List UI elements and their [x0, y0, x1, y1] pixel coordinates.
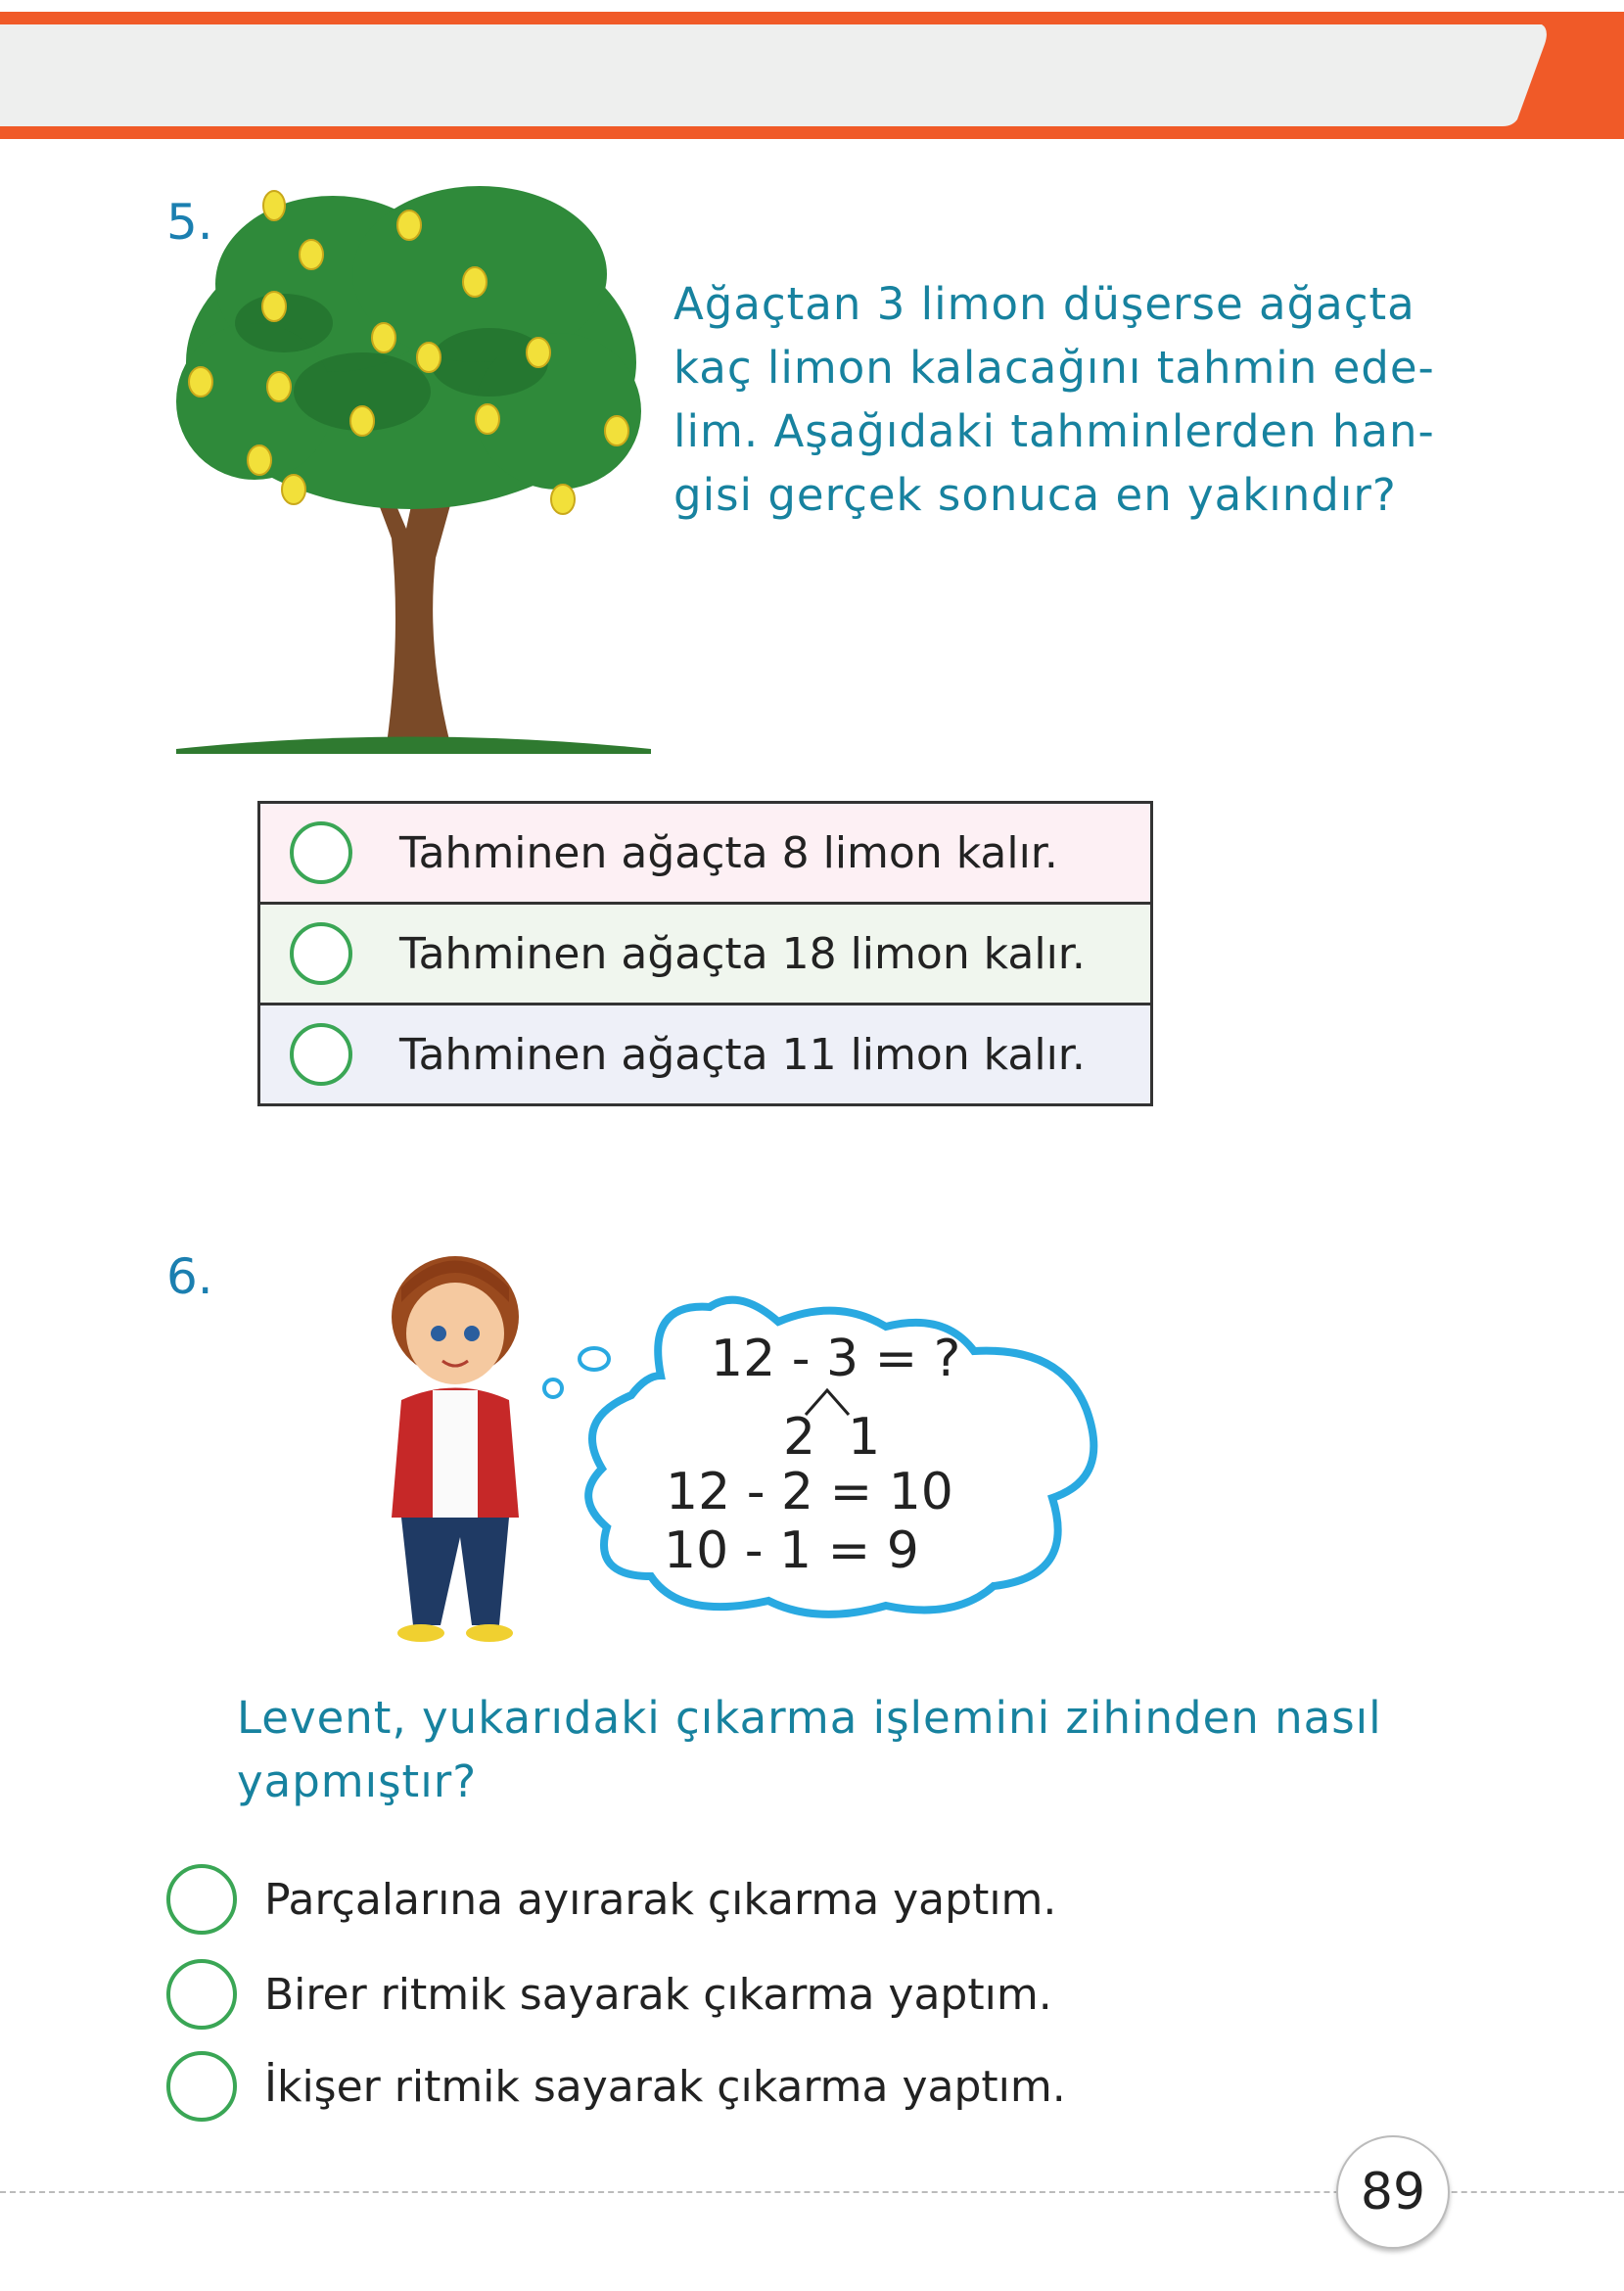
question-6-number: 6.: [166, 1248, 213, 1305]
option-label: İkişer ritmik sayarak çıkarma yaptım.: [264, 2061, 1066, 2112]
question-line: kaç limon kalacağını tahmin ede-: [673, 342, 1435, 394]
lemon-tree-illustration: [166, 166, 656, 764]
question-5-number: 5.: [166, 194, 213, 251]
boy-illustration: [362, 1243, 529, 1645]
thought-equation-1: 12 - 3 = ?: [711, 1330, 961, 1388]
thought-split-numbers: 2 1: [783, 1408, 881, 1467]
thought-equation-2: 12 - 2 = 10: [666, 1463, 953, 1521]
header-banner: [0, 0, 1624, 147]
option-item[interactable]: [166, 1864, 1056, 1935]
option-label: Tahminen ağaçta 18 limon kalır.: [399, 928, 1086, 979]
question-line: gisi gerçek sonuca en yakındır?: [673, 469, 1397, 521]
option-label: Parçalarına ayırarak çıkarma yaptım.: [264, 1874, 1057, 1925]
option-row[interactable]: [260, 905, 1150, 1005]
option-row[interactable]: [260, 804, 1150, 905]
radio-circle[interactable]: [166, 1864, 237, 1935]
radio-circle[interactable]: [290, 1023, 352, 1086]
option-label: Tahminen ağaçta 11 limon kalır.: [399, 1029, 1086, 1080]
option-item[interactable]: [166, 1959, 1052, 2030]
radio-circle[interactable]: [290, 821, 352, 884]
radio-circle[interactable]: [290, 922, 352, 985]
question-5-text: [673, 272, 1435, 527]
question-line: Ağaçtan 3 limon düşerse ağaçta: [673, 278, 1415, 330]
option-label: Tahminen ağaçta 8 limon kalır.: [399, 827, 1058, 878]
radio-circle[interactable]: [166, 2051, 237, 2122]
option-row[interactable]: [260, 1005, 1150, 1103]
estimate-options-table: [257, 801, 1153, 1106]
option-item[interactable]: [166, 2051, 1066, 2122]
question-line: yapmıştır?: [237, 1755, 478, 1807]
thought-equation-3: 10 - 1 = 9: [664, 1521, 919, 1580]
option-label: Birer ritmik sayarak çıkarma yaptım.: [264, 1969, 1052, 2020]
radio-circle[interactable]: [166, 1959, 237, 2030]
question-line: Levent, yukarıdaki çıkarma işlemini zihinden nasıl: [237, 1692, 1382, 1744]
question-line: lim. Aşağıdaki tahminlerden han-: [673, 405, 1435, 457]
page-number: 89: [1336, 2135, 1450, 2249]
question-6-text: [237, 1686, 1382, 1813]
